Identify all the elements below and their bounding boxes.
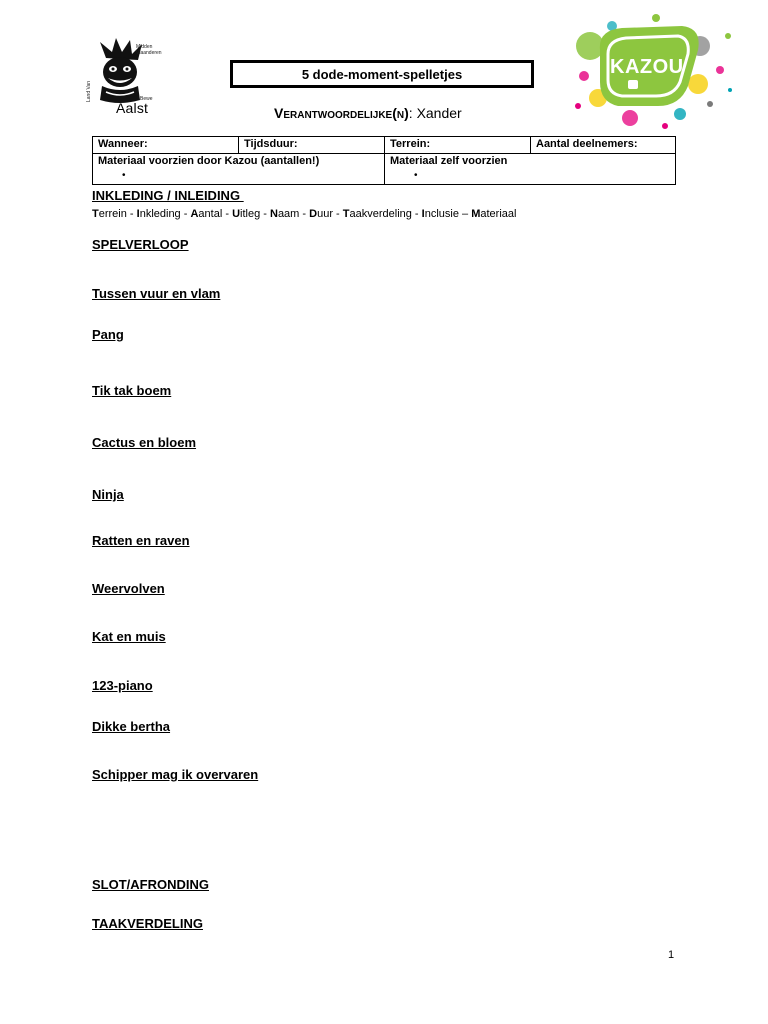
intro-line (92, 208, 516, 220)
intro-word: nkleding - (139, 208, 191, 220)
kazou-logo (570, 6, 748, 136)
responsible-line (274, 105, 462, 121)
duration-cell: Tijdsduur: (239, 137, 385, 154)
intro-heading: INKLEDING / INLEIDING (92, 188, 244, 203)
intro-word: uur - (317, 208, 343, 220)
game-heading: 123-piano (92, 678, 153, 693)
material-kazou-bullet: • (122, 170, 126, 181)
logo-side-text-2: Bewe (140, 96, 153, 102)
game-heading: Dikke bertha (92, 719, 171, 734)
section-heading-taakverdeling: TAAKVERDELING (92, 916, 203, 931)
intro-letter: I (136, 208, 140, 220)
terrain-cell: Terrein: (385, 137, 531, 154)
section-heading-spelverloop: SPELVERLOOP (92, 237, 189, 252)
document-title: 5 dode-moment-spelletjes (230, 60, 534, 88)
intro-letter: A (190, 208, 199, 220)
kazou-logo-text: KAZOU (610, 56, 684, 78)
aalst-logo (86, 36, 164, 118)
responsible-label: Verantwoordelijke(n) (274, 105, 409, 121)
game-heading: Cactus en bloem (92, 435, 197, 450)
intro-word: errein - (98, 208, 137, 220)
participants-cell: Aantal deelnemers: (531, 137, 676, 154)
intro-letter: I (421, 208, 425, 220)
info-table (92, 136, 676, 185)
info-table-row (93, 137, 676, 154)
intro-word: aakverdeling - (349, 208, 422, 220)
responsible-value: Xander (416, 105, 462, 121)
intro-word: ateriaal (480, 208, 517, 220)
intro-word: itleg - (240, 208, 270, 220)
material-kazou-cell (93, 154, 385, 185)
game-heading: Tik tak boem (92, 383, 172, 398)
intro-word: nclusie – (424, 208, 472, 220)
intro-word: antal - (198, 208, 233, 220)
game-heading: Tussen vuur en vlam (92, 286, 221, 301)
responsible-separator: : (408, 105, 413, 121)
logo-side-text: Land Van (86, 80, 92, 102)
intro-letter: M (471, 208, 481, 220)
material-kazou-label: Materiaal voorzien door Kazou (aantallen!) (98, 155, 320, 167)
logo-name: Aalst (116, 100, 149, 116)
intro-word: aam - (277, 208, 310, 220)
logo-text-midden: Midden (136, 44, 153, 50)
when-cell: Wanneer: (93, 137, 239, 154)
material-self-bullet: • (414, 170, 418, 181)
intro-letter: U (232, 208, 241, 220)
game-heading: Pang (92, 327, 124, 342)
intro-letter: T (342, 208, 350, 220)
game-heading: Weervolven (92, 581, 165, 596)
logo-text-vlaanderen: Vlaanderen (136, 50, 162, 56)
section-heading-slot: SLOT/AFRONDING (92, 877, 209, 892)
intro-letter: T (92, 208, 99, 220)
info-table-row (93, 154, 676, 185)
intro-letter: N (269, 208, 278, 220)
page-number: 1 (668, 949, 675, 961)
game-heading: Ratten en raven (92, 533, 190, 548)
game-heading: Schipper mag ik overvaren (92, 767, 259, 782)
game-heading: Ninja (92, 487, 124, 502)
material-self-label: Materiaal zelf voorzien (390, 155, 508, 167)
material-self-cell (385, 154, 676, 185)
intro-letter: D (309, 208, 318, 220)
game-heading: Kat en muis (92, 629, 166, 644)
